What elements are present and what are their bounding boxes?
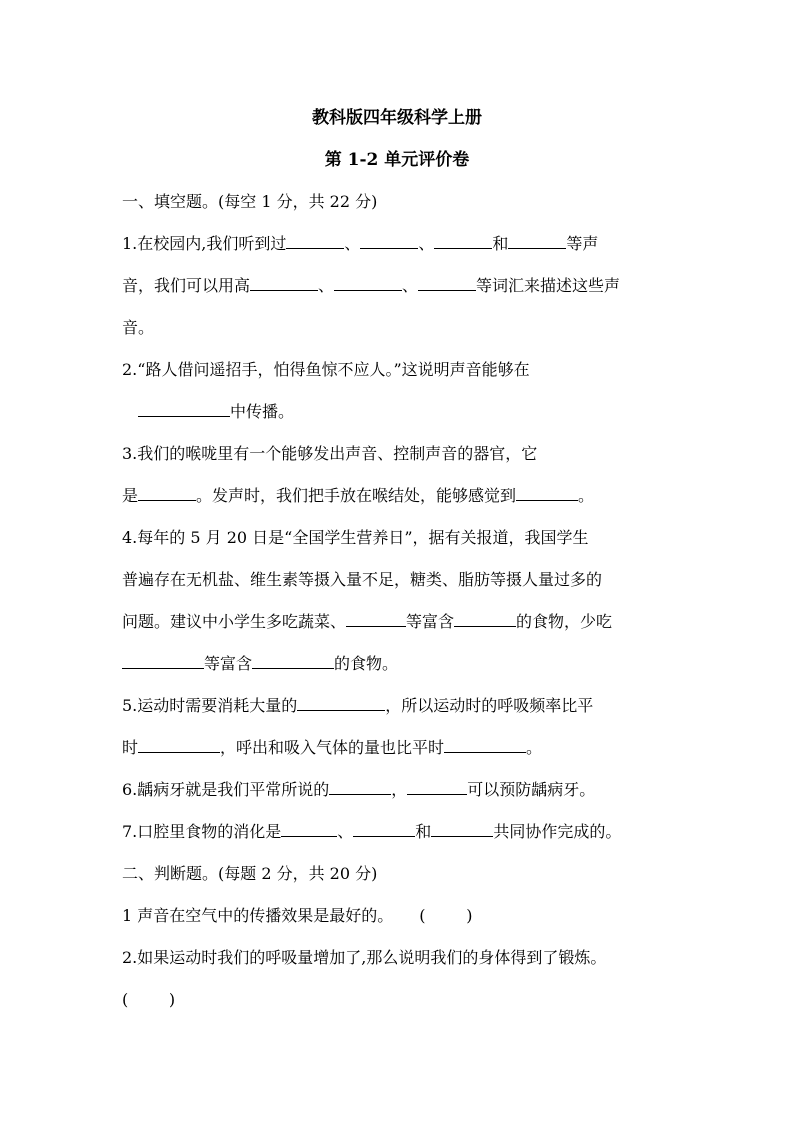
answer-blank[interactable]: [431, 822, 493, 837]
question-3-line-1: 3.我们的喉咙里有一个能够发出声音、控制声音的器官，它: [122, 444, 538, 463]
page-subtitle: 第 1-2 单元评价卷: [324, 150, 470, 170]
answer-blank[interactable]: [252, 654, 334, 669]
answer-parentheses[interactable]: ( ): [122, 990, 176, 1009]
question-4-line-1: 4.每年的 5 月 20 日是“全国学生营养日”，据有关报道，我国学生: [122, 528, 589, 547]
answer-blank[interactable]: [434, 234, 492, 249]
answer-blank[interactable]: [407, 780, 467, 795]
question-4-line-2: 普遍存在无机盐、维生素等摄入量不足，糖类、脂肪等摄人量过多的: [122, 570, 603, 589]
judge-question-2: 2.如果运动时我们的呼吸量增加了,那么说明我们的身体得到了锻炼。: [122, 948, 607, 967]
question-1-line-3: 音。: [122, 318, 155, 337]
answer-blank[interactable]: [297, 696, 385, 711]
judge-question-2-answer: [122, 990, 175, 1010]
answer-blank[interactable]: [334, 276, 402, 291]
judge-question-1: 1 声音在空气中的传播效果是最好的。 ( ): [122, 906, 473, 925]
page-title: 教科版四年级科学上册: [312, 108, 482, 128]
question-4-line-4: 等富含 的食物。: [122, 654, 398, 674]
answer-blank[interactable]: [454, 612, 516, 627]
answer-blank[interactable]: [444, 738, 526, 753]
answer-blank[interactable]: [346, 612, 406, 627]
question-6: 6.龋病牙就是我们平常所说的 ， 可以预防龋病牙。: [122, 780, 596, 799]
question-2-line-2: 中传播。: [138, 402, 294, 422]
section-fill-in-heading: 一、填空题。(每空 1 分，共 22 分): [122, 192, 378, 211]
answer-blank[interactable]: [516, 486, 578, 501]
answer-blank[interactable]: [353, 822, 415, 837]
question-1-line-1: 1.在校园内,我们听到过 、 、 和 等声: [122, 234, 599, 253]
answer-blank[interactable]: [138, 738, 220, 753]
question-2-line-1: 2.“路人借问遥招手，怕得鱼惊不应人。”这说明声音能够在: [122, 360, 530, 379]
question-7: 7.口腔里食物的消化是 、 和 共同协作完成的。: [122, 822, 622, 841]
question-1-line-2: 音，我们可以用高 、 、 等词汇来描述这些声: [122, 276, 621, 295]
answer-blank[interactable]: [122, 654, 204, 669]
question-4-line-3: 问题。建议中小学生多吃蔬菜、 等富含 的食物，少吃: [122, 612, 613, 631]
section-true-false-heading: 二、判断题。(每题 2 分，共 20 分): [122, 864, 378, 883]
question-5-line-1: 5.运动时需要消耗大量的 ，所以运动时的呼吸频率比平: [122, 696, 594, 715]
answer-parentheses[interactable]: ( ): [419, 906, 473, 925]
answer-blank[interactable]: [138, 402, 230, 417]
question-3-line-2: 是 。发声时，我们把手放在喉结处，能够感觉到 。: [122, 486, 595, 505]
answer-blank[interactable]: [250, 276, 318, 291]
answer-blank[interactable]: [281, 822, 337, 837]
answer-blank[interactable]: [508, 234, 566, 249]
answer-blank[interactable]: [138, 486, 196, 501]
question-5-line-2: 时 ，呼出和吸入气体的量也比平时 。: [122, 738, 543, 757]
answer-blank[interactable]: [329, 780, 391, 795]
answer-blank[interactable]: [286, 234, 344, 249]
answer-blank[interactable]: [360, 234, 418, 249]
answer-blank[interactable]: [418, 276, 476, 291]
